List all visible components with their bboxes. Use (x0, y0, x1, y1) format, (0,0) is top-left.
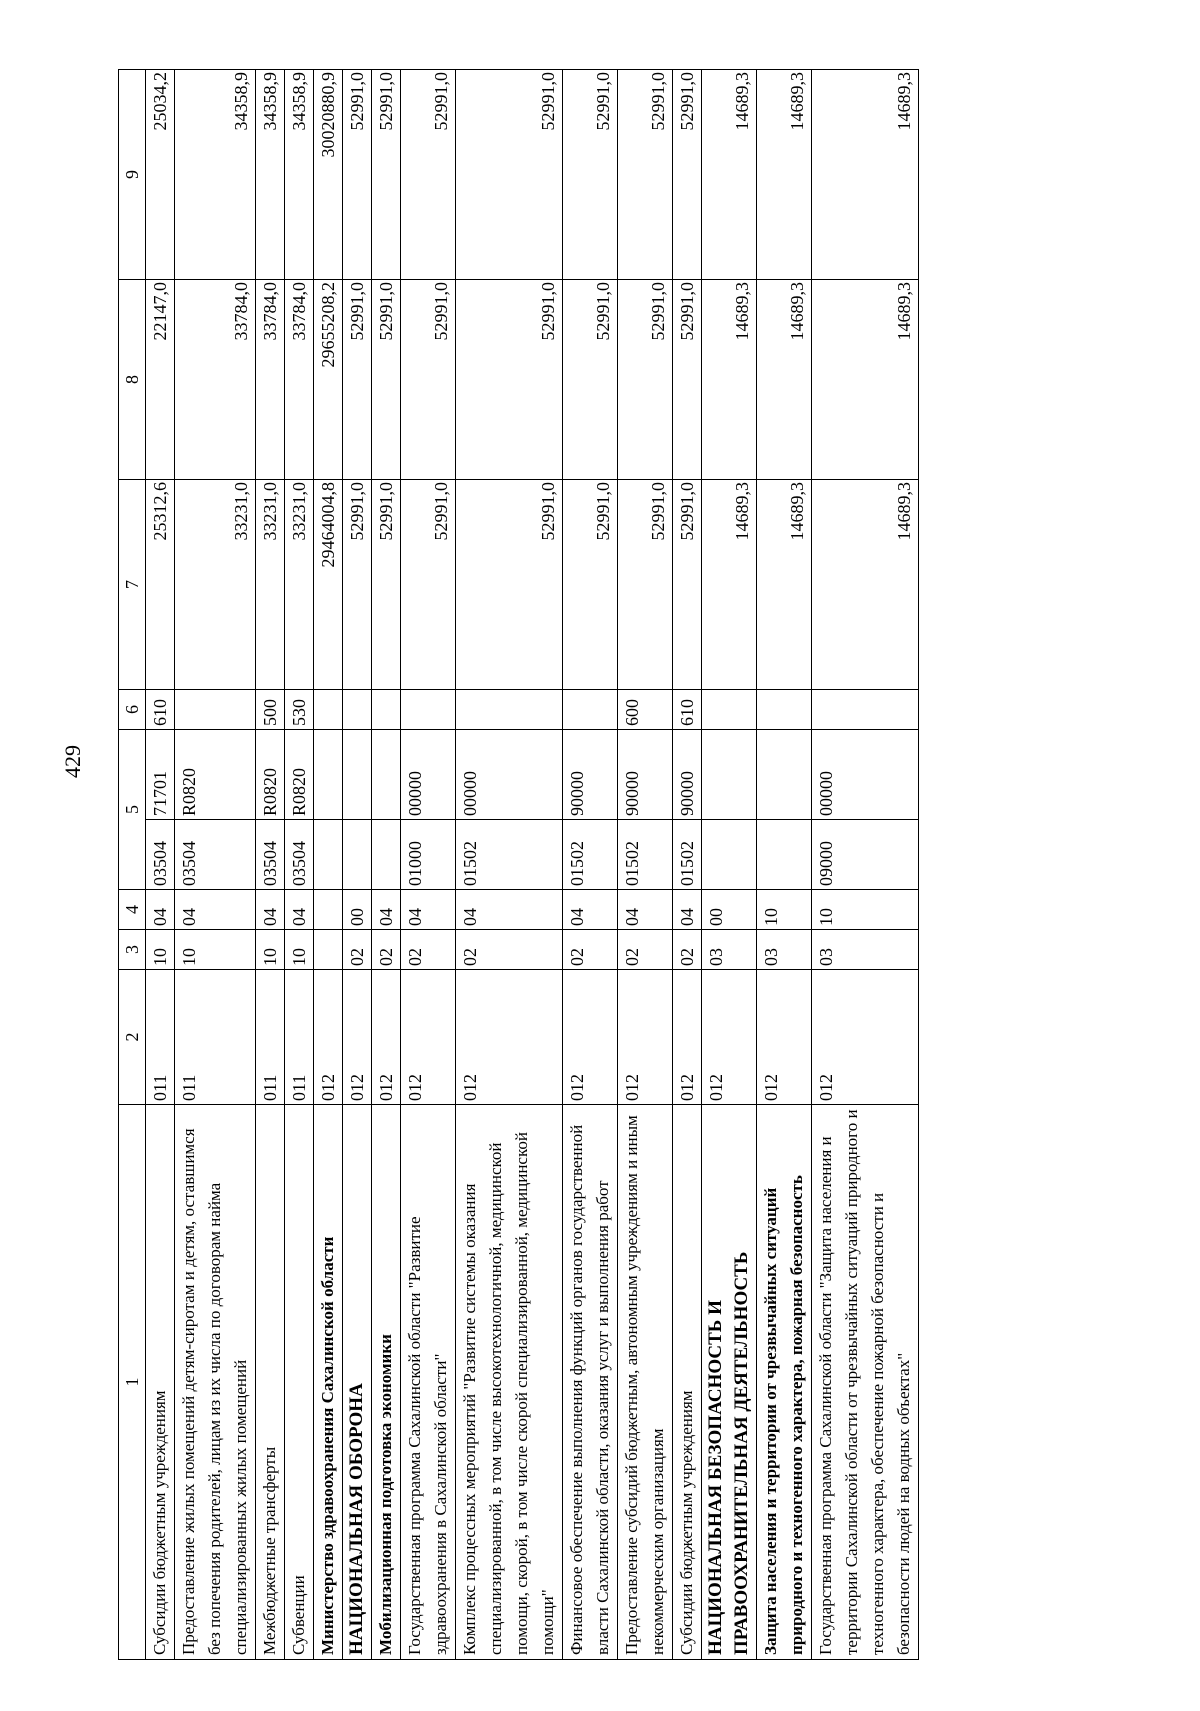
program-code-cell: 01000 (401, 820, 456, 890)
amount-cell-col9: 52991,0 (372, 70, 401, 280)
amount-cell-col8: 14689,3 (812, 280, 919, 480)
description-cell: Финансовое обеспечение выполнения функций органов государственной власти Сахалинской области, оказания услуг и выполнения работ (563, 1105, 618, 1660)
budget-table (118, 69, 919, 1660)
expense-type-cell (343, 690, 372, 730)
column-header: 3 (119, 930, 146, 970)
code-cell: 012 (702, 970, 757, 1105)
program-code-cell (757, 820, 812, 890)
section-cell: 02 (343, 930, 372, 970)
table-row (256, 70, 285, 1660)
subsection-cell: 04 (285, 890, 314, 930)
amount-cell-col7: 52991,0 (456, 480, 563, 690)
table-row (673, 70, 702, 1660)
subsection-cell (314, 890, 343, 930)
program-code-cell: 03504 (285, 820, 314, 890)
amount-cell-col9: 52991,0 (673, 70, 702, 280)
program-code-cell: 03504 (175, 820, 256, 890)
code-cell: 012 (757, 970, 812, 1105)
amount-cell-col9: 52991,0 (563, 70, 618, 280)
subsection-cell: 10 (812, 890, 919, 930)
target-code-cell: 90000 (673, 730, 702, 820)
amount-cell-col8: 14689,3 (702, 280, 757, 480)
section-cell: 02 (456, 930, 563, 970)
section-cell: 02 (673, 930, 702, 970)
program-code-cell: 09000 (812, 820, 919, 890)
amount-cell-col8: 52991,0 (401, 280, 456, 480)
description-cell: Государственная программа Сахалинской области "Развитие здравоохранения в Сахалинской области" (401, 1105, 456, 1660)
amount-cell-col7: 33231,0 (175, 480, 256, 690)
table-row (812, 70, 919, 1660)
program-code-cell: 01502 (673, 820, 702, 890)
section-cell: 10 (175, 930, 256, 970)
table-header (119, 70, 146, 1660)
budget-table-sheet (118, 70, 1068, 1660)
amount-cell-col8: 14689,3 (757, 280, 812, 480)
amount-cell-col7: 25312,6 (146, 480, 175, 690)
description-cell: Предоставление субсидий бюджетным, автономным учреждениям и иным некоммерческим организациям (618, 1105, 673, 1660)
section-cell: 03 (812, 930, 919, 970)
expense-type-cell (702, 690, 757, 730)
amount-cell-col7: 14689,3 (702, 480, 757, 690)
table-body (146, 70, 919, 1660)
subsection-cell: 10 (757, 890, 812, 930)
section-cell: 03 (757, 930, 812, 970)
code-cell: 012 (812, 970, 919, 1105)
target-code-cell: 90000 (563, 730, 618, 820)
expense-type-cell: 600 (618, 690, 673, 730)
amount-cell-col8: 52991,0 (673, 280, 702, 480)
table-row (702, 70, 757, 1660)
amount-cell-col8: 52991,0 (618, 280, 673, 480)
code-cell: 011 (175, 970, 256, 1105)
target-code-cell (757, 730, 812, 820)
target-code-cell: 00000 (401, 730, 456, 820)
amount-cell-col9: 52991,0 (618, 70, 673, 280)
table-row (146, 70, 175, 1660)
amount-cell-col8: 52991,0 (372, 280, 401, 480)
program-code-cell: 01502 (618, 820, 673, 890)
subsection-cell: 04 (618, 890, 673, 930)
description-cell: Защита населения и территории от чрезвычайных ситуаций природного и техногенного характера, пожарная безопасность (757, 1105, 812, 1660)
column-header: 6 (119, 690, 146, 730)
table-row (456, 70, 563, 1660)
program-code-cell (372, 820, 401, 890)
amount-cell-col8: 33784,0 (175, 280, 256, 480)
column-header: 1 (119, 1105, 146, 1660)
table-row (285, 70, 314, 1660)
table-row (618, 70, 673, 1660)
amount-cell-col9: 52991,0 (401, 70, 456, 280)
section-cell: 02 (401, 930, 456, 970)
column-header: 2 (119, 970, 146, 1105)
section-cell: 02 (618, 930, 673, 970)
target-code-cell: 00000 (812, 730, 919, 820)
program-code-cell: 03504 (256, 820, 285, 890)
expense-type-cell (372, 690, 401, 730)
target-code-cell: R0820 (285, 730, 314, 820)
column-header: 8 (119, 280, 146, 480)
subsection-cell: 04 (456, 890, 563, 930)
amount-cell-col8: 29655208,2 (314, 280, 343, 480)
subsection-cell: 04 (175, 890, 256, 930)
amount-cell-col9: 14689,3 (757, 70, 812, 280)
amount-cell-col7: 52991,0 (618, 480, 673, 690)
amount-cell-col7: 14689,3 (757, 480, 812, 690)
amount-cell-col9: 34358,9 (175, 70, 256, 280)
subsection-cell: 04 (256, 890, 285, 930)
program-code-cell (702, 820, 757, 890)
section-cell: 03 (702, 930, 757, 970)
table-row (563, 70, 618, 1660)
expense-type-cell: 610 (673, 690, 702, 730)
target-code-cell (702, 730, 757, 820)
amount-cell-col9: 52991,0 (456, 70, 563, 280)
column-header: 7 (119, 480, 146, 690)
section-cell (314, 930, 343, 970)
table-row (343, 70, 372, 1660)
target-code-cell (343, 730, 372, 820)
description-cell: Межбюджетные трансферты (256, 1105, 285, 1660)
amount-cell-col9: 25034,2 (146, 70, 175, 280)
expense-type-cell (812, 690, 919, 730)
amount-cell-col7: 33231,0 (256, 480, 285, 690)
subsection-cell: 04 (401, 890, 456, 930)
target-code-cell (314, 730, 343, 820)
program-code-cell (314, 820, 343, 890)
amount-cell-col8: 33784,0 (256, 280, 285, 480)
amount-cell-col7: 52991,0 (673, 480, 702, 690)
description-cell: Субвенции (285, 1105, 314, 1660)
expense-type-cell (456, 690, 563, 730)
code-cell: 011 (146, 970, 175, 1105)
code-cell: 011 (256, 970, 285, 1105)
description-cell: Субсидии бюджетным учреждениям (146, 1105, 175, 1660)
target-code-cell (372, 730, 401, 820)
amount-cell-col8: 22147,0 (146, 280, 175, 480)
subsection-cell: 04 (146, 890, 175, 930)
description-cell: Мобилизационная подготовка экономики (372, 1105, 401, 1660)
expense-type-cell (757, 690, 812, 730)
column-header: 5 (119, 730, 146, 890)
amount-cell-col7: 29464004,8 (314, 480, 343, 690)
amount-cell-col7: 33231,0 (285, 480, 314, 690)
amount-cell-col7: 52991,0 (343, 480, 372, 690)
amount-cell-col7: 14689,3 (812, 480, 919, 690)
target-code-cell: 90000 (618, 730, 673, 820)
expense-type-cell: 530 (285, 690, 314, 730)
table-row (314, 70, 343, 1660)
description-cell: Министерство здравоохранения Сахалинской области (314, 1105, 343, 1660)
amount-cell-col9: 14689,3 (812, 70, 919, 280)
section-cell: 02 (372, 930, 401, 970)
amount-cell-col7: 52991,0 (563, 480, 618, 690)
subsection-cell: 04 (673, 890, 702, 930)
target-code-cell: 71701 (146, 730, 175, 820)
expense-type-cell (314, 690, 343, 730)
amount-cell-col7: 52991,0 (372, 480, 401, 690)
table-row (175, 70, 256, 1660)
code-cell: 012 (343, 970, 372, 1105)
amount-cell-col9: 14689,3 (702, 70, 757, 280)
target-code-cell: R0820 (256, 730, 285, 820)
target-code-cell: 00000 (456, 730, 563, 820)
program-code-cell: 01502 (456, 820, 563, 890)
description-cell: Государственная программа Сахалинской области "Защита населения и территории Сахалинской области от чрезвычайных ситуаций природного и техногенного характера, обеспечение пожарной безопасности и безопасности людей на водных объектах" (812, 1105, 919, 1660)
amount-cell-col8: 52991,0 (456, 280, 563, 480)
amount-cell-col9: 52991,0 (343, 70, 372, 280)
code-cell: 012 (456, 970, 563, 1105)
target-code-cell: R0820 (175, 730, 256, 820)
code-cell: 012 (618, 970, 673, 1105)
description-cell: Комплекс процессных мероприятий "Развитие системы оказания специализированной, в том числе высокотехнологичной, медицинской помощи, скорой, в том числе скорой специализированной, медицинской помощи" (456, 1105, 563, 1660)
description-cell: НАЦИОНАЛЬНАЯ БЕЗОПАСНОСТЬ И ПРАВООХРАНИТЕЛЬНАЯ ДЕЯТЕЛЬНОСТЬ (702, 1105, 757, 1660)
program-code-cell: 01502 (563, 820, 618, 890)
expense-type-cell: 500 (256, 690, 285, 730)
description-cell: Субсидии бюджетным учреждениям (673, 1105, 702, 1660)
section-cell: 10 (146, 930, 175, 970)
expense-type-cell (175, 690, 256, 730)
subsection-cell: 04 (563, 890, 618, 930)
table-row (372, 70, 401, 1660)
code-cell: 012 (401, 970, 456, 1105)
table-row (401, 70, 456, 1660)
expense-type-cell (401, 690, 456, 730)
expense-type-cell (563, 690, 618, 730)
amount-cell-col8: 52991,0 (563, 280, 618, 480)
amount-cell-col7: 52991,0 (401, 480, 456, 690)
table-row (757, 70, 812, 1660)
section-cell: 10 (285, 930, 314, 970)
program-code-cell (343, 820, 372, 890)
subsection-cell: 00 (343, 890, 372, 930)
section-cell: 02 (563, 930, 618, 970)
amount-cell-col9: 30020880,9 (314, 70, 343, 280)
subsection-cell: 04 (372, 890, 401, 930)
code-cell: 012 (673, 970, 702, 1105)
amount-cell-col9: 34358,9 (256, 70, 285, 280)
column-header: 4 (119, 890, 146, 930)
code-cell: 011 (285, 970, 314, 1105)
code-cell: 012 (372, 970, 401, 1105)
amount-cell-col8: 52991,0 (343, 280, 372, 480)
program-code-cell: 03504 (146, 820, 175, 890)
page-number: 429 (60, 745, 85, 778)
subsection-cell: 00 (702, 890, 757, 930)
code-cell: 012 (563, 970, 618, 1105)
section-cell: 10 (256, 930, 285, 970)
code-cell: 012 (314, 970, 343, 1105)
description-cell: НАЦИОНАЛЬНАЯ ОБОРОНА (343, 1105, 372, 1660)
expense-type-cell: 610 (146, 690, 175, 730)
amount-cell-col9: 34358,9 (285, 70, 314, 280)
description-cell: Предоставление жилых помещений детям-сиротам и детям, оставшимся без попечения родителей, лицам из их числа по договорам найма специализированных жилых помещений (175, 1105, 256, 1660)
amount-cell-col8: 33784,0 (285, 280, 314, 480)
column-header: 9 (119, 70, 146, 280)
